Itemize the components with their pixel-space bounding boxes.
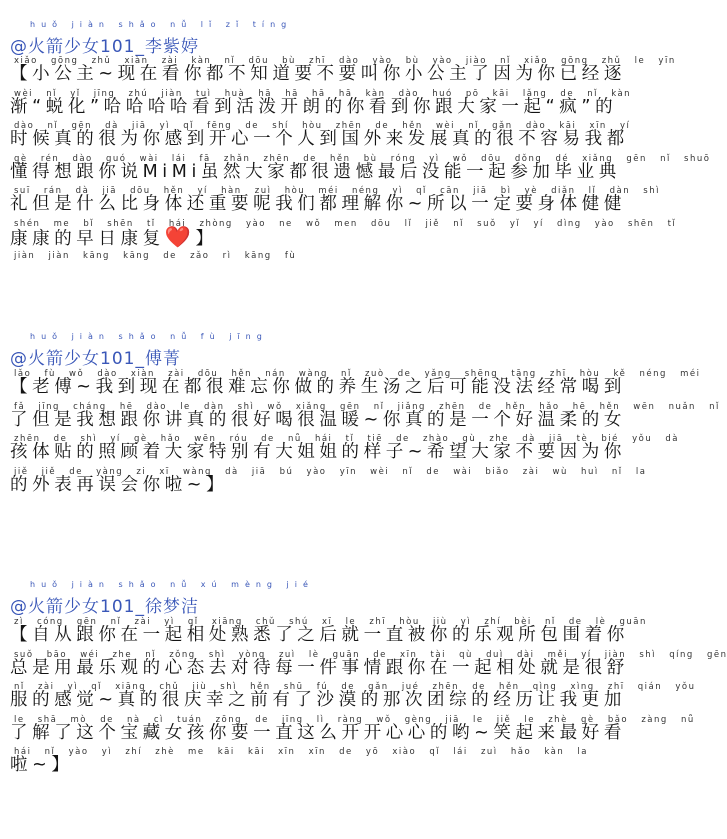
pinyin-line: hái nǐ yào yì zhí zhè me kāi kāi xīn xīn de yō xiào qǐ lái zuì hǎo kàn la [14,747,589,757]
post-3 [0,578,727,833]
pinyin-line: le shā mò de nà cì tuán zōng de jīng lì ràng wǒ gèng jiā le jiě le zhè gè bǎo zàng nǚ [14,715,695,725]
pinyin-line: fǎ jīng cháng hē dào le dàn shì wǒ xiǎng gēn nǐ jiǎng zhēn de hěn hǎo hē hěn wēn nuǎn nǐ [14,402,720,412]
closing-bracket: 】 [51,755,74,775]
closing-bracket: 】 [206,474,229,495]
pinyin-line: dào nǐ gēn dà jiā yì qǐ fēng de shí hòu zhēn de hěn wèi nǐ gǎn dào kāi xīn yí [14,121,631,131]
post-text: 【老傅~我到现在都很难忘你做的养生汤之后可能没法经常喝到了但是我想跟你讲真的很好喝很温暖~你真的是一个好温柔的女孩体贴的照顾着大家特别有大姐姐的样子~希望大家不要因为你的外表再误会你啦~ [10,377,626,495]
mention-link[interactable] [10,580,314,617]
mention-text: @火箭少女101_徐梦洁 [10,597,199,617]
post-body [10,369,720,501]
pinyin-line: nǐ zài yì qǐ xiāng chǔ jiù shì hěn shū fú de gǎn jué zhēn de hěn qìng xìng zhī qián yǒu [14,682,696,692]
pinyin-line: suǒ bāo wéi zhe nǐ zǒng shì yòng zuì lè guān de xīn tài qù duì dài měi yí jiàn shì qíng gēn [14,650,727,660]
post-text: 【自从跟你在一起相处熟悉了之后就一直被你的乐观所包围着你总是用最乐观的心态去对待每一件事情跟你在一起相处就是很舒服的感觉~真的很庆幸之前有了沙漠的那次团综的经历让我更加了解了这个宝藏女孩你要一直这么开开心心的哟~笑起来最好看啦~ [10,625,629,775]
mention-link[interactable] [10,332,268,369]
closing-bracket: 】 [195,228,218,249]
pinyin-line: shén me bǐ shēn tǐ hái zhòng yào ne wǒ men dōu lǐ jiě nǐ suǒ yǐ yí dìng yào shēn tǐ [14,219,677,229]
mention-pinyin: huǒ jiàn shǎo nǚ lǐ zǐ tíng [30,20,293,29]
post-1 [0,0,711,300]
red-heart-icon: ❤️ [164,224,196,249]
post-body [10,56,711,255]
pinyin-line: suī rán dà jiā dōu hěn yí hàn zuì hòu méi néng yì qǐ cān jiā bì yè diǎn lǐ dàn shì [14,186,660,196]
post-2 [0,330,720,560]
pinyin-line: gè rén dào guó wài lái fā zhǎn zhēn de hěn bù róng yì wǒ dōu dǒng dé xiǎng gēn nǐ shuō [14,154,711,164]
pinyin-line: wèi nǐ yǐ jīng zhú jiàn tuì huà hā hā hā hā kàn dào huó pō kāi lǎng de nǐ kàn [14,89,632,99]
pinyin-line: xiǎo gōng zhǔ xiàn zài kàn nǐ dōu bù zhī dào yào bù yào jiào nǐ xiǎo gōng zhǔ le yīn [14,56,676,66]
pinyin-line: lǎo fù wǒ dào xiàn zài dōu hěn nán wàng nǐ zuò de yǎng shēng tāng zhī hòu kě néng méi [14,369,701,379]
post-body [10,617,727,782]
pinyin-line: zhēn de shì yí gè hǎo wēn róu de nǚ hái tǐ tiē de zhào gù zhe dà jiā tè bié yǒu dà [14,434,680,444]
pinyin-line: jiě jiě de yàng zi xī wàng dà jiā bú yào yīn wèi nǐ de wài biǎo zài wù huì nǐ la [14,467,647,477]
mention-pinyin: huǒ jiàn shǎo nǚ xú mèng jié [30,580,314,589]
mention-link[interactable] [10,20,293,57]
post-text: 【小公主~现在看你都不知道要不要叫你小公主了因为你已经逐渐“蜕化”哈哈哈哈看到活泼开朗的你看到你跟大家一起“疯”的时候真的很为你感到开心一个人到国外来发展真的很不容易我都懂得想跟你说MiMi虽然大家都很遗憾最后没能一起参加毕业典礼但是什么比身体还重要呢我们都理解你~所以一定要身体健健康康的早日康复 [10,64,629,249]
pinyin-line: jiàn jiàn kāng kāng de zǎo rì kāng fù [14,251,297,261]
mention-pinyin: huǒ jiàn shǎo nǚ fù jīng [30,332,268,341]
mention-text: @火箭少女101_李紫婷 [10,37,199,57]
mention-text: @火箭少女101_傅菁 [10,349,181,369]
pinyin-line: zì cóng gēn nǐ zài yì qǐ xiāng chǔ shú xī le zhī hòu jiù yì zhí bèi nǐ de lè guān [14,617,647,627]
